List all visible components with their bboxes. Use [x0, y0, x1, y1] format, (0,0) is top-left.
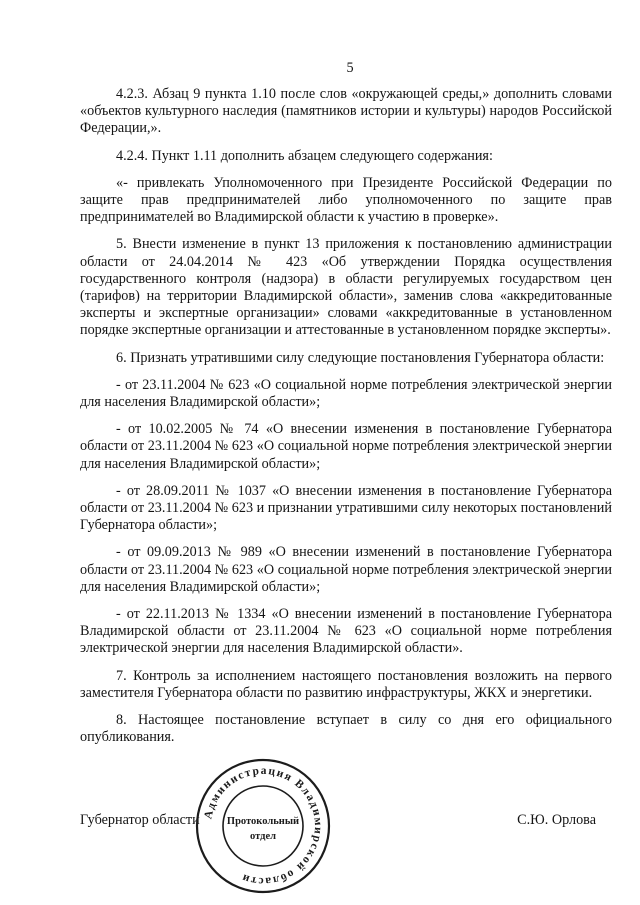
document-body: [80, 86, 612, 757]
signature-block: [80, 812, 612, 832]
signatory-name: С.Ю. Орлова: [517, 812, 596, 828]
list-item-repealed-5: - от 22.11.2013 № 1334 «О внесении изменений в постановление Губернатора Владимирской области от 23.11.2004 № 623 «О социальной норме потребления электрической энергии для населения Владимирской области».: [80, 606, 612, 657]
stamp-ring-text: Администрация Владимирской области: [202, 764, 325, 888]
page-number: 5: [346, 60, 354, 76]
stamp-seal-icon: [188, 758, 338, 894]
official-stamp: [188, 758, 338, 894]
paragraph-8: 8. Настоящее постановление вступает в силу со дня его официального опубликования.: [80, 712, 612, 746]
paragraph-6: 6. Признать утратившими силу следующие постановления Губернатора области:: [116, 349, 605, 366]
paragraph-quoted-addition: «- привлекать Уполномоченного при Президенте Российской Федерации по защите прав предпринимателей либо уполномоченного по защите прав предпринимателей во Владимирской области к участию в проверке».: [80, 174, 612, 226]
paragraph-7: 7. Контроль за исполнением настоящего постановления возложить на первого заместителя Губернатора области по развитию инфраструктуры, ЖКХ и энергетики.: [80, 667, 612, 701]
stamp-center-line1: Протокольный: [226, 816, 300, 827]
paragraph-4-2-4: 4.2.4. Пункт 1.11 дополнить абзацем следующего содержания:: [116, 147, 493, 164]
paragraph-5: 5. Внести изменение в пункт 13 приложения к постановлению администрации области от 24.04.2014 № 423 «Об утверждении Порядка осуществления государственного контроля (надзора) в области регулируемых государством цен (тарифов) на территории Владимирской области», заменив слова «аккредитованные эксперты и экспертные организации» словами «аккредитованные в установленном порядке экспертные организации и аттестованные в установленном порядке эксперты».: [80, 236, 612, 339]
signatory-title: Губернатор области: [80, 812, 200, 828]
list-item-repealed-2: - от 10.02.2005 № 74 «О внесении изменения в постановление Губернатора области от 23.11.2004 № 623 «О социальной норме потребления электрической энергии для населения Владимирской области»;: [80, 421, 612, 472]
list-item-repealed-1: - от 23.11.2004 № 623 «О социальной норме потребления электрической энергии для населения Владимирской области»;: [80, 376, 612, 411]
list-item-repealed-4: - от 09.09.2013 № 989 «О внесении изменений в постановление Губернатора области от 23.11.2004 № 623 «О социальной норме потребления электрической энергии для населения Владимирской области»;: [80, 544, 612, 595]
stamp-center-line2: отдел: [250, 831, 276, 842]
list-item-repealed-3: - от 28.09.2011 № 1037 «О внесении изменения в постановление Губернатора области от 23.11.2004 № 623 и признании утратившими силу некоторых постановлений Губернатора области»;: [80, 482, 612, 534]
paragraph-4-2-3: 4.2.3. Абзац 9 пункта 1.10 после слов «окружающей среды,» дополнить словами «объектов культурного наследия (памятников истории и культуры) народов Российской Федерации,».: [80, 86, 612, 137]
